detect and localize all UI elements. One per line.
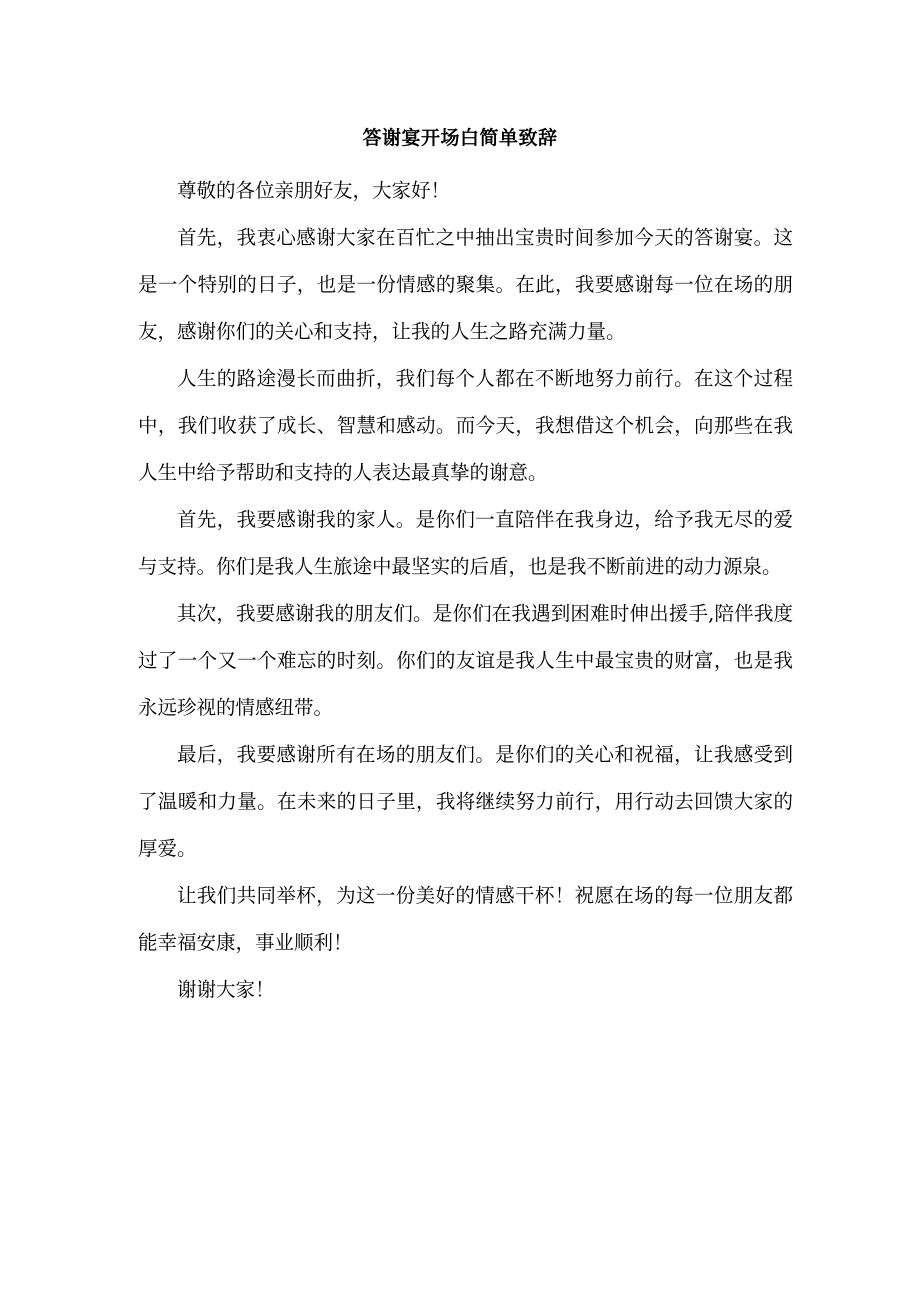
thanks-friends-paragraph: 其次，我要感谢我的朋友们。是你们在我遇到困难时伸出援手,陪伴我度过了一个又一个难忘的时刻。你们的友谊是我人生中最宝贵的财富，也是我永远珍视的情感纽带。 xyxy=(138,602,793,719)
toast-paragraph: 让我们共同举杯，为这一份美好的情感干杯！祝愿在场的每一位朋友都能幸福安康，事业顺利！ xyxy=(138,884,793,954)
thanks-family-paragraph: 首先，我要感谢我的家人。是你们一直陪伴在我身边，给予我无尽的爱与支持。你们是我人生旅途中最坚实的后盾，也是我不断前进的动力源泉。 xyxy=(138,508,793,578)
life-journey-paragraph: 人生的路途漫长而曲折，我们每个人都在不断地努力前行。在这个过程中，我们收获了成长、智慧和感动。而今天，我想借这个机会，向那些在我人生中给予帮助和支持的人表达最真挚的谢意。 xyxy=(138,367,793,484)
document-body xyxy=(138,167,793,1013)
closing-paragraph: 谢谢大家！ xyxy=(177,978,275,1001)
thanks-all-paragraph: 最后，我要感谢所有在场的朋友们。是你们的关心和祝福，让我感受到了温暖和力量。在未来的日子里，我将继续努力前行，用行动去回馈大家的厚爱。 xyxy=(138,743,793,860)
thanks-guests-paragraph: 首先，我衷心感谢大家在百忙之中抽出宝贵时间参加今天的答谢宴。这是一个特别的日子，也是一份情感的聚集。在此，我要感谢每一位在场的朋友，感谢你们的关心和支持，让我的人生之路充满力量。 xyxy=(138,226,793,343)
document-title: 答谢宴开场白简单致辞 xyxy=(362,127,558,149)
greeting-paragraph: 尊敬的各位亲朋好友，大家好！ xyxy=(177,179,451,202)
